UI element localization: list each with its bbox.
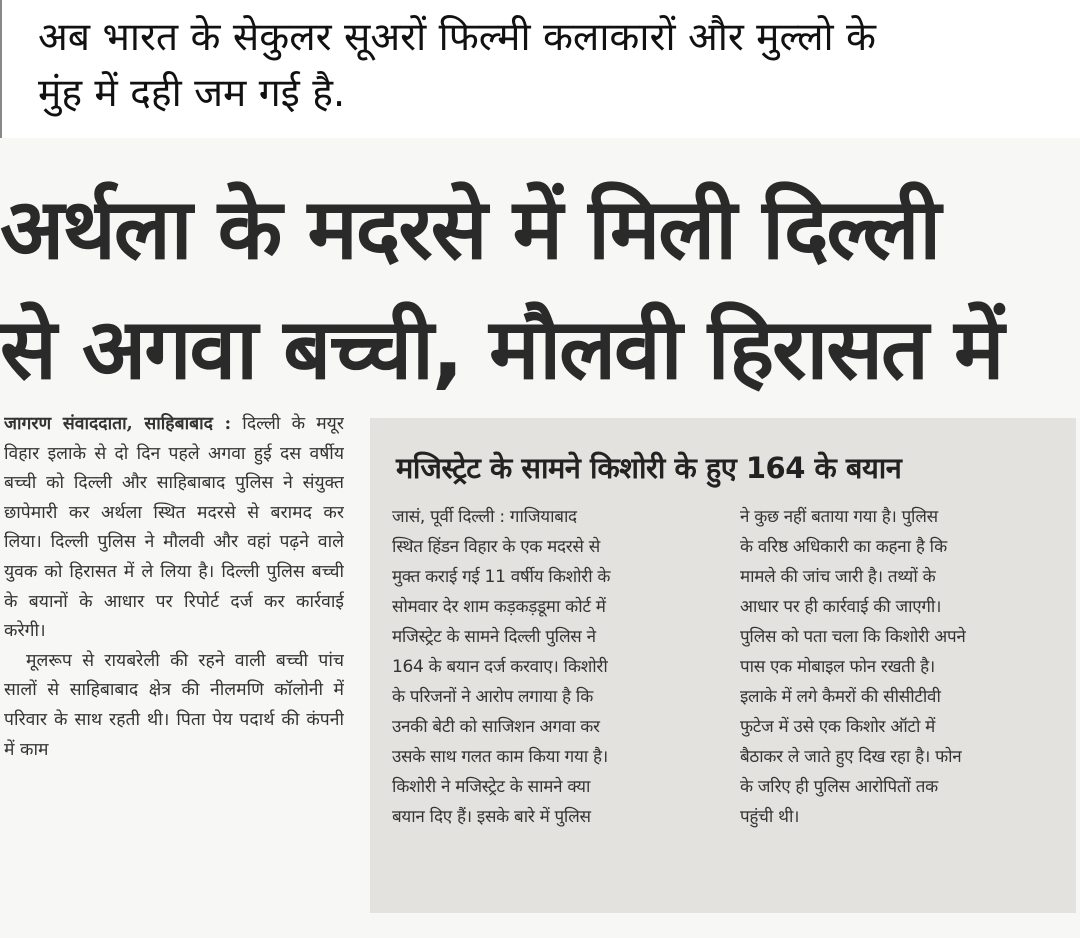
col2-line: बैठाकर ले जाते हुए दिख रहा है। फोन [740,747,962,767]
col2-line: मामले की जांच जारी है। तथ्यों के [740,567,936,587]
col1-line: 164 के बयान दर्ज करवाए। किशोरी [392,657,608,677]
headline-line-1: अर्थला के मदरसे में मिली दिल्ली [0,180,940,278]
col1-line: उनकी बेटी को साजिशन अगवा कर [392,717,600,737]
left-paragraph-2: मूलरूप से रायबरेली की रहने वाली बच्ची पांच सालों से साहिबाबाद क्षेत्र की नीलमणि कॉलोनी में परिवार के साथ रहती थी। पिता पेय पदार्थ की कंपनी में काम [4,650,344,760]
left-paragraph-1-text: दिल्ली के मयूर विहार इलाके से दो दिन पहले अगवा हुई दस वर्षीय बच्ची को दिल्ली और साहिबाबाद पुलिस ने संयुक्त छापेमारी कर अर्थला स्थित मदरसे से बरामद कर लिया। दिल्ली पुलिस ने मौलवी और वहां पढ़ने वाले युवक को हिरासत में ले लिया है। दिल्ली पुलिस बच्ची के बयानों के आधार पर रिपोर्ट दर्ज कर कार्रवाई करेगी। [4,414,344,642]
col1-line: मुक्त कराई गई 11 वर्षीय किशोरी के [392,567,611,587]
left-article-column [4,410,344,915]
caption-line-1: अब भारत के सेकुलर सूअरों फिल्मी कलाकारों और मुल्लो के [38,15,876,60]
col1-line: स्थित हिंडन विहार के एक मदरसे से [392,537,600,557]
col2-line: इलाके में लगे कैमरों की सीसीटीवी [740,687,941,707]
col1-line: किशोरी ने मजिस्ट्रेट के सामने क्या [392,777,591,797]
col2-line: के जरिए ही पुलिस आरोपितों तक [740,777,938,797]
col1-line: के परिजनों ने आरोप लगाया है कि [392,687,594,707]
col2-line: के वरिष्ठ अधिकारी का कहना है कि [740,537,947,557]
left-dateline: जागरण संवाददाता, साहिबाबाद : [4,414,232,434]
col2-line: आधार पर ही कार्रवाई की जाएगी। [740,597,942,617]
col1-line: मजिस्ट्रेट के सामने दिल्ली पुलिस ने [392,627,596,647]
caption-line-2: मुंह में दही जम गई है. [38,71,346,116]
col1-line: बयान दिए हैं। इसके बारे में पुलिस [392,807,591,827]
sidebar-column-2 [740,502,1058,832]
col2-line: पहुंची थी। [740,807,800,827]
left-paragraph-1 [4,410,344,647]
post-caption [38,10,1068,122]
col2-line: फुटेज में उसे एक किशोर ऑटो में [740,717,936,737]
col1-line: सोमवार देर शाम कड़कड़डूमा कोर्ट में [392,597,606,617]
headline-line-2: से अगवा बच्ची, मौलवी हिरासत में [0,300,1003,398]
col2-line: ने कुछ नहीं बताया गया है। पुलिस [740,507,938,527]
col2-line: पुलिस को पता चला कि किशोरी अपने [740,627,966,647]
col1-line: उसके साथ गलत काम किया गया है। [392,747,608,767]
sidebar-box-title: मजिस्ट्रेट के सामने किशोरी के हुए 164 के बयान [396,451,902,485]
sidebar-column-1 [392,502,710,832]
col2-line: पास एक मोबाइल फोन रखती है। [740,657,935,677]
col1-line: जासं, पूर्वी दिल्ली : गाजियाबाद [392,507,577,527]
